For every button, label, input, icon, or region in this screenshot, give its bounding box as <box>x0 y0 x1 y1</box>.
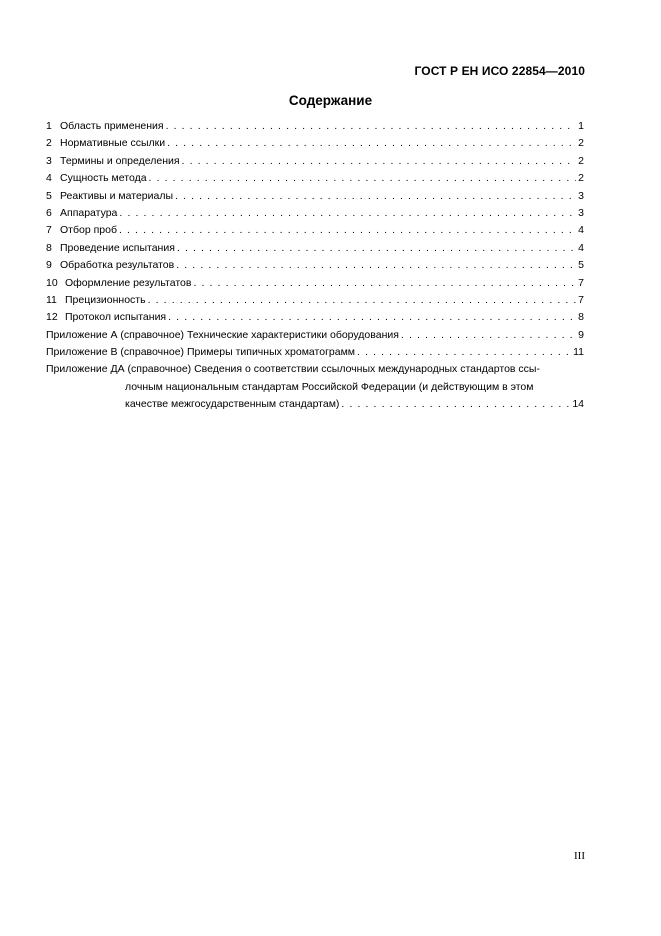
toc-entry[interactable] <box>46 120 584 137</box>
toc-entry-label: Прецизионность <box>65 293 146 306</box>
dot-leader <box>148 294 577 306</box>
toc-entry[interactable] <box>46 207 584 224</box>
page-title: Содержание <box>288 93 373 108</box>
toc-annex-entry-da[interactable] <box>46 363 584 415</box>
toc-annex-label-line3: качестве межгосударственным стандартам) <box>125 398 340 411</box>
toc-entry-label: Аппаратура <box>60 206 118 219</box>
toc-entry-page: 3 <box>578 189 584 202</box>
toc-entry[interactable] <box>46 155 584 172</box>
dot-leader <box>175 190 576 202</box>
toc-entry-label: Оформление результатов <box>65 276 192 289</box>
toc-entry[interactable] <box>46 242 584 259</box>
toc-entry[interactable] <box>46 190 584 207</box>
toc-entry[interactable] <box>46 294 584 311</box>
table-of-contents <box>46 120 584 416</box>
toc-entry-page: 4 <box>578 224 584 237</box>
dot-leader <box>119 224 576 236</box>
toc-entry-page: 2 <box>578 137 584 150</box>
toc-entry-page: 7 <box>578 293 584 306</box>
toc-entry-page: 1 <box>578 120 584 132</box>
toc-annex-page: 14 <box>572 398 584 411</box>
standard-designation: ГОСТ Р ЕН ИСО 22854—2010 <box>414 64 585 78</box>
toc-entry[interactable] <box>46 224 584 241</box>
toc-entry-page: 2 <box>578 172 584 185</box>
dot-leader <box>176 259 576 271</box>
toc-annex-entry[interactable] <box>46 329 584 346</box>
toc-entry-page: 7 <box>578 276 584 289</box>
toc-entry-page: 8 <box>578 311 584 324</box>
toc-entry[interactable] <box>46 259 584 276</box>
dot-leader <box>182 155 577 167</box>
toc-entry-label: Обработка результатов <box>60 259 175 272</box>
toc-entry-label: Реактивы и материалы <box>60 189 174 202</box>
toc-entry-label: Сущность метода <box>60 172 147 185</box>
toc-annex-label-line3-row <box>46 398 584 415</box>
dot-leader <box>177 242 576 254</box>
dot-leader <box>168 311 576 323</box>
toc-entry-number: 4 <box>46 172 52 185</box>
toc-entry-page: 5 <box>578 259 584 272</box>
dot-leader <box>357 346 571 358</box>
toc-entry-number: 1 <box>46 120 52 132</box>
toc-annex-label-line1: Приложение ДА (справочное) Сведения о соответствии ссылочных международных стандартов ссы- <box>46 363 540 376</box>
toc-annex-label: Приложение А (справочное) Технические характеристики оборудования <box>46 328 399 341</box>
toc-annex-page: 11 <box>573 346 584 359</box>
toc-entry-label: Область применения <box>60 120 164 132</box>
dot-leader <box>341 398 570 410</box>
toc-entry[interactable] <box>46 137 584 154</box>
toc-entry[interactable] <box>46 277 584 294</box>
toc-entry-number: 9 <box>46 259 52 272</box>
dot-leader <box>166 120 577 132</box>
page-number: III <box>574 850 585 862</box>
toc-annex-page: 9 <box>578 328 584 341</box>
toc-entry[interactable] <box>46 172 584 189</box>
toc-entry-number: 5 <box>46 189 52 202</box>
dot-leader <box>119 207 576 219</box>
toc-entry-number: 10 <box>46 276 58 289</box>
dot-leader <box>401 329 576 341</box>
toc-entry-page: 2 <box>578 154 584 167</box>
toc-entry-number: 8 <box>46 241 52 254</box>
toc-entry-number: 7 <box>46 224 52 237</box>
toc-annex-label: Приложение В (справочное) Примеры типичных хроматограмм <box>46 346 356 359</box>
dot-leader <box>167 137 576 149</box>
toc-entry-label: Нормативные ссылки <box>60 137 166 150</box>
toc-entry-number: 11 <box>46 293 57 306</box>
toc-entry-number: 2 <box>46 137 52 150</box>
toc-entry[interactable] <box>46 311 584 328</box>
toc-entry-number: 3 <box>46 154 52 167</box>
toc-entry-page: 3 <box>578 206 584 219</box>
toc-entry-number: 6 <box>46 206 52 219</box>
dot-leader <box>149 172 577 184</box>
toc-entry-label: Проведение испытания <box>60 241 175 254</box>
toc-entry-page: 4 <box>578 241 584 254</box>
toc-entry-label: Протокол испытания <box>65 311 167 324</box>
dot-leader <box>193 277 576 289</box>
toc-annex-label-line2: лочным национальным стандартам Российской Федерации (и действующим в этом <box>125 380 534 393</box>
toc-entry-label: Термины и определения <box>60 154 180 167</box>
toc-entry-label: Отбор проб <box>60 224 117 237</box>
toc-entry-number: 12 <box>46 311 58 324</box>
toc-annex-entry[interactable] <box>46 346 584 363</box>
